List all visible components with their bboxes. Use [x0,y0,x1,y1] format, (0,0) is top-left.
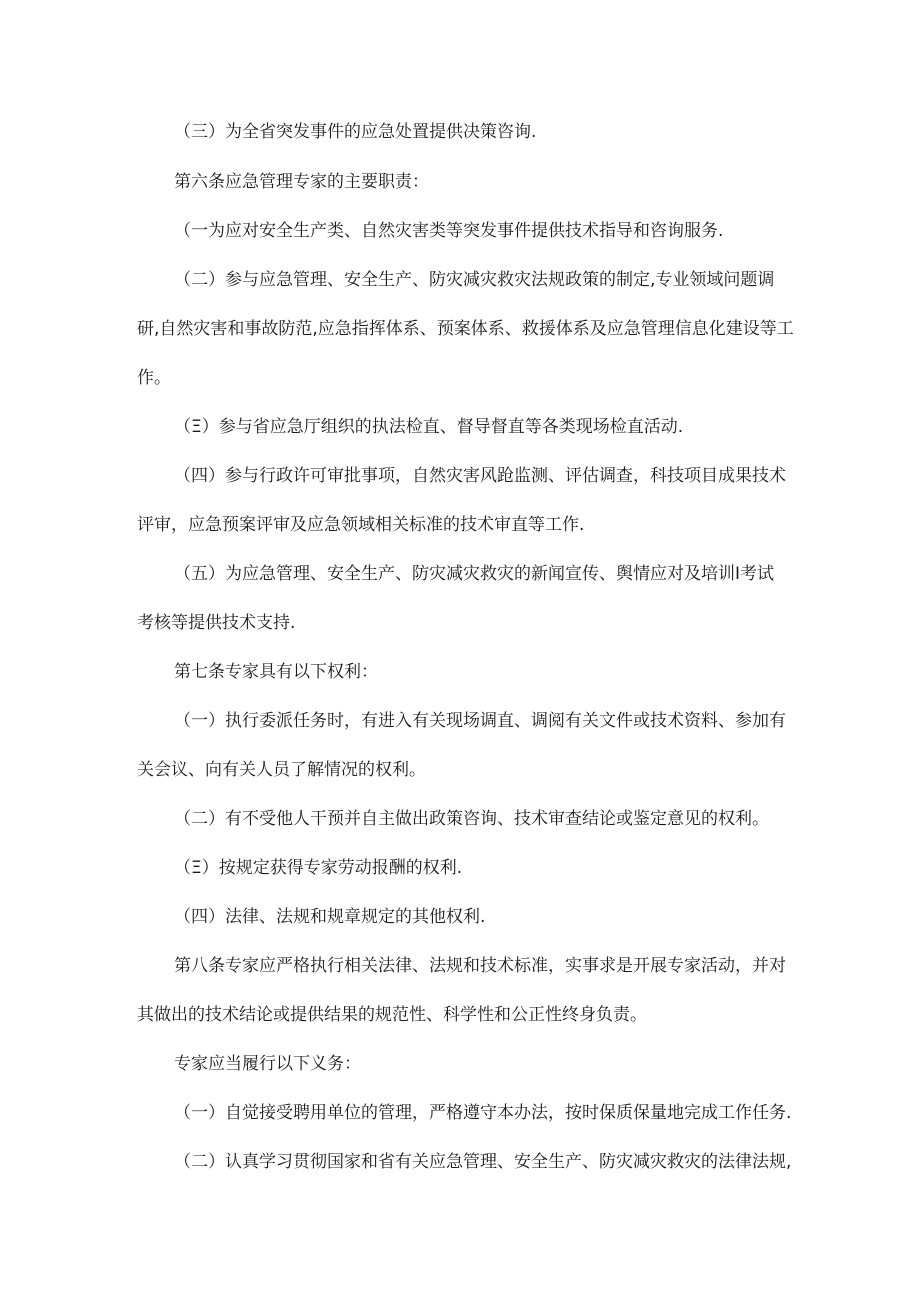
article-heading: 第八条专家应严格执行相关法律、法规和技术标准，实事求是开展专家活动，并对 [174,956,786,976]
paragraph-line: （四）参与行政许可审批事项，自然灾害风跄监测、评估调查，科技项目成果技术 [174,466,786,486]
paragraph-line: （二）参与应急管理、安全生产、防灾减灾救灾法规政策的制定,专业领域问题调 [174,270,775,290]
paragraph-line: （一）自觉接受聘用单位的管理，严格遵守本办法，按时保质保量地完成工作任务. [174,1103,792,1123]
paragraph-line: 评审，应急预案评审及应急领域相关标准的技术审直等工作. [137,515,585,535]
article-heading: 第七条专家具有以下权利： [174,662,378,682]
paragraph-line: 专家应当履行以下义务： [174,1054,361,1074]
paragraph-line: （二）认真学习贯彻国家和省有关应急管理、安全生产、防灾减灾救灾的法律法规, [174,1152,792,1172]
paragraph-line: （一为应对安全生产类、自然灾害类等突发事件提供技术指导和咨询服务. [174,221,724,241]
paragraph-line: （一）执行委派任务时，有进入有关现场调直、调阅有关文件或技术资料、参加有 [174,711,786,731]
paragraph-line: （五）为应急管理、安全生产、防灾减灾救灾的新闻宣传、舆情应对及培训I考试 [174,564,775,584]
paragraph-line: 考核等提供技术支持. [137,613,296,633]
paragraph-line: （二）有不受他人干预并自主做出政策咨询、技术审查结论或鉴定意见的权利。 [174,809,769,829]
paragraph-line: 其做出的技术结论或提供结果的规范性、科学性和公正性终身负责。 [137,1005,647,1025]
paragraph-line: （Ξ）参与省应急厅组织的执法检直、督导督直等各类现场检直活动. [174,417,684,437]
article-heading: 第六条应急管理专家的主要职责： [174,172,429,192]
paragraph-line: 研,自然灾害和事故防范,应急指挥体系、预案体系、救援体系及应急管理信息化建设等工 [137,319,794,339]
paragraph-line: （Ξ）按规定获得专家劳动报酬的权利. [174,858,463,878]
paragraph-line: （三）为全省突发事件的应急处置提供决策咨询. [174,122,537,142]
paragraph-line: 作。 [137,368,171,388]
paragraph-line: （四）法律、法规和规章规定的其他权利. [174,907,486,927]
paragraph-line: 关会议、向有关人员了解情况的权利。 [137,760,426,780]
